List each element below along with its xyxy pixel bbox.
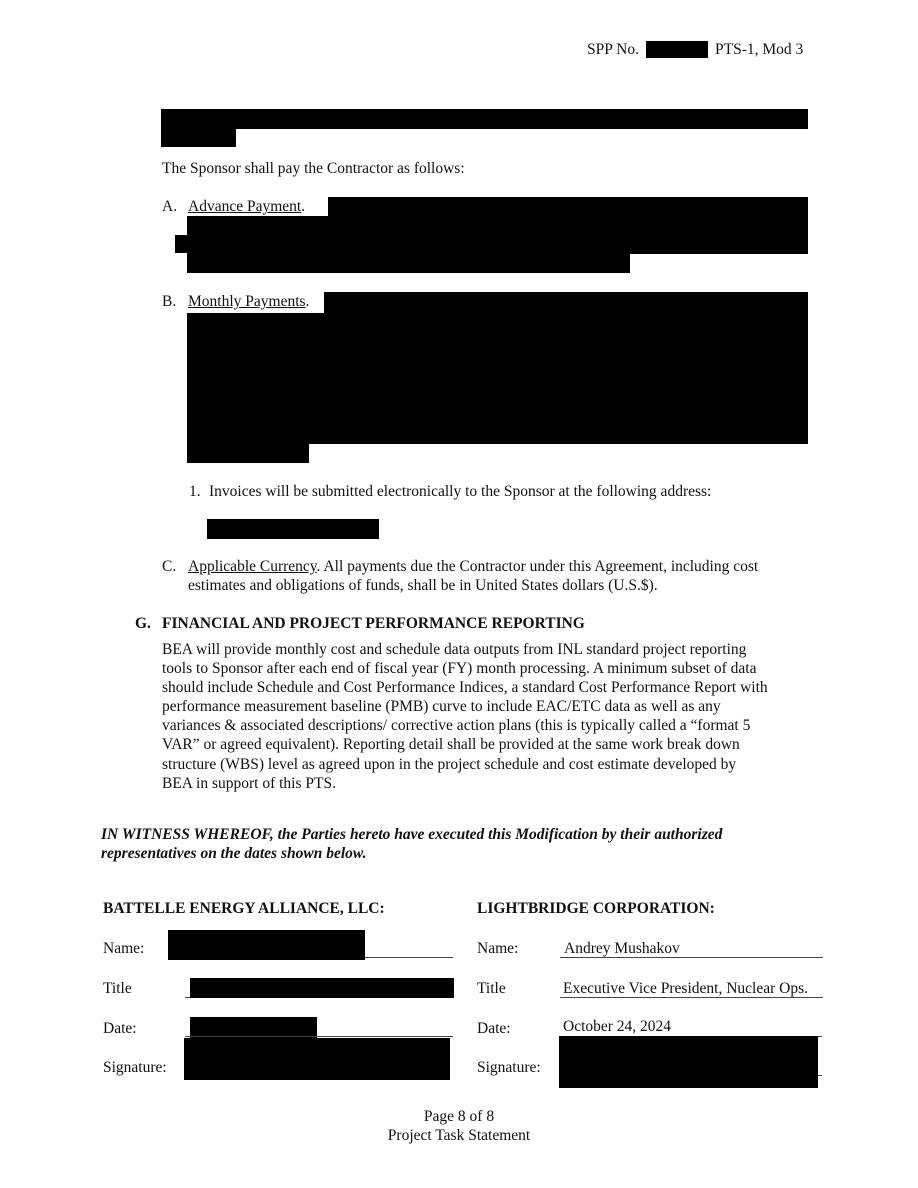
right-title-value: Executive Vice President, Nuclear Ops. xyxy=(563,980,808,997)
footer-doc-title: Project Task Statement xyxy=(387,1127,531,1144)
item-a-letter: A. xyxy=(162,198,178,215)
witness-clause: IN WITNESS WHEREOF, the Parties hereto have executed this Modification by their authorized representatives on the dates shown below. xyxy=(101,826,723,863)
applicable-currency-title: Applicable Currency xyxy=(188,558,317,575)
spp-suffix: PTS-1, Mod 3 xyxy=(715,41,804,58)
redaction-top-line1 xyxy=(161,109,808,129)
monthly-payments-title: Monthly Payments xyxy=(188,293,306,310)
left-org-name: BATTELLE ENERGY ALLIANCE, LLC: xyxy=(103,900,385,917)
left-date-line xyxy=(185,1036,453,1037)
section-g-body: BEA will provide monthly cost and schedule data outputs from INL standard project reporting tools to Sponsor after each end of fiscal year (FY) month processing. A minimum subset of data should include Schedule and Cost Performance Indices, a standard Cost Performance Report with performance measurement baseline (PMB) curve to include EAC/ETC data as well as any variances & associated descriptions/ corrective action plans (this is typically called a “format 5 VAR” or agreed equivalent). Reporting detail shall be provided at the same work break down structure (WBS) level as agreed upon in the project schedule and cost estimate developed by BEA in support of this PTS. xyxy=(162,641,768,792)
right-title-line xyxy=(560,997,823,998)
redaction-monthly-payments-tail xyxy=(187,443,309,463)
redaction-invoice-address xyxy=(207,519,379,539)
redaction-advance-payment xyxy=(328,197,808,217)
footer-page-number: Page 8 of 8 xyxy=(423,1108,495,1125)
redaction-left-signature xyxy=(184,1038,450,1080)
item-b-letter: B. xyxy=(162,293,177,310)
redaction-monthly-payments-body xyxy=(187,313,808,444)
left-name-label: Name: xyxy=(103,940,145,957)
redaction-left-name xyxy=(168,930,365,960)
right-org-name: LIGHTBRIDGE CORPORATION: xyxy=(477,900,715,917)
page-header xyxy=(587,40,639,59)
redaction-spp-number xyxy=(646,41,708,58)
redaction-left-title xyxy=(190,978,454,998)
item-b-heading: Monthly Payments. xyxy=(188,293,310,310)
left-date-label: Date: xyxy=(103,1020,137,1037)
left-title-label: Title xyxy=(103,980,132,997)
right-date-value: October 24, 2024 xyxy=(563,1018,672,1035)
redaction-advance-payment-2 xyxy=(187,216,808,254)
subitem-number: 1. xyxy=(189,483,201,500)
section-g-letter: G. xyxy=(135,615,151,632)
item-a-heading: Advance Payment. xyxy=(188,198,306,215)
redaction-top-line2 xyxy=(161,128,236,147)
spp-prefix: SPP No. xyxy=(587,41,639,58)
subitem-invoices-text: Invoices will be submitted electronically to the Sponsor at the following address: xyxy=(209,483,712,500)
right-name-line xyxy=(560,957,823,958)
redaction-monthly-payments xyxy=(324,292,808,314)
section-g-heading: FINANCIAL AND PROJECT PERFORMANCE REPORTING xyxy=(162,615,585,632)
right-name-value: Andrey Mushakov xyxy=(564,940,680,957)
item-c-letter: C. xyxy=(162,558,177,575)
redaction-advance-payment-3 xyxy=(187,253,630,273)
right-signature-label: Signature: xyxy=(477,1059,541,1076)
right-title-label: Title xyxy=(477,980,506,997)
item-c-line1: Applicable Currency. All payments due the Contractor under this Agreement, including cost xyxy=(188,558,759,575)
advance-payment-title: Advance Payment xyxy=(188,198,302,215)
redaction-advance-payment-mark xyxy=(175,235,189,253)
right-name-label: Name: xyxy=(477,940,519,957)
left-signature-label: Signature: xyxy=(103,1059,167,1076)
right-date-label: Date: xyxy=(477,1020,511,1037)
payment-intro: The Sponsor shall pay the Contractor as follows: xyxy=(162,160,465,177)
item-c-line2: estimates and obligations of funds, shall be in United States dollars (U.S.$). xyxy=(188,577,658,594)
redaction-right-signature xyxy=(559,1036,818,1088)
right-signature-line xyxy=(817,1075,822,1076)
left-name-line xyxy=(365,957,453,958)
